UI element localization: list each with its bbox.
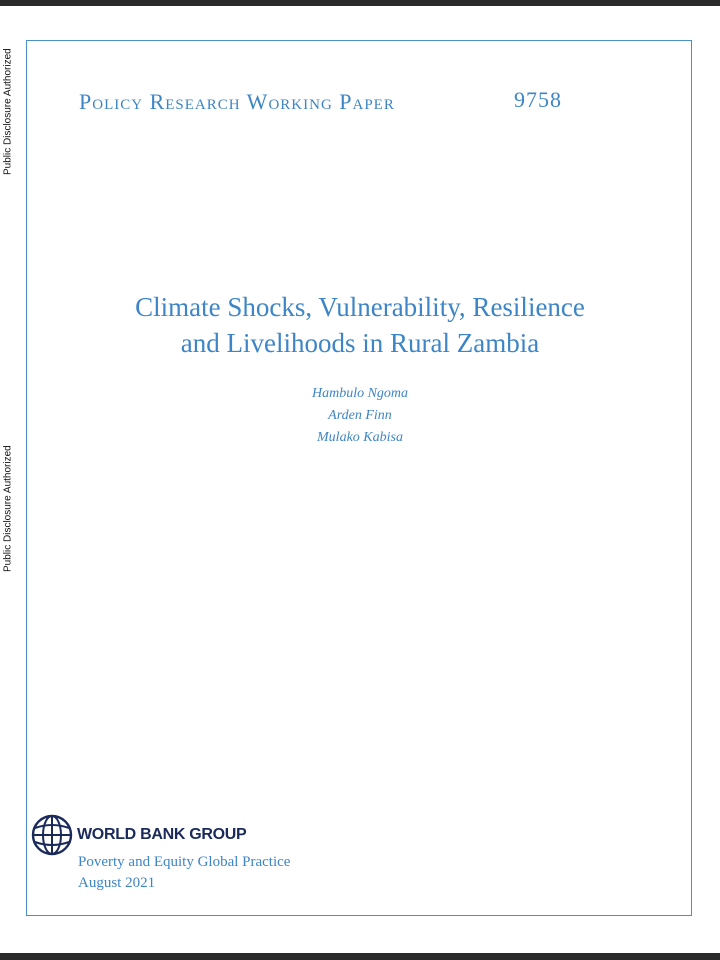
viewer-bottom-bar bbox=[0, 953, 720, 960]
world-bank-logo bbox=[31, 813, 246, 857]
document-page bbox=[0, 6, 720, 953]
author-name: Arden Finn bbox=[328, 408, 392, 423]
globe-icon bbox=[31, 814, 73, 856]
logo-wordmark: WORLD BANK GROUP bbox=[77, 826, 247, 843]
author-name: Hambulo Ngoma bbox=[311, 386, 409, 401]
paper-number: 9758 bbox=[514, 87, 562, 112]
disclosure-label-top: Public Disclosure Authorized bbox=[2, 48, 14, 176]
author-name: Mulako Kabisa bbox=[317, 430, 403, 445]
disclosure-label-middle: Public Disclosure Authorized bbox=[2, 445, 14, 573]
title-line-2: and Livelihoods in Rural Zambia bbox=[180, 328, 540, 358]
practice-name: Poverty and Equity Global Practice bbox=[78, 854, 291, 870]
paper-title bbox=[27, 289, 693, 361]
title-line-1: Climate Shocks, Vulnerability, Resilience bbox=[135, 292, 585, 322]
practice-info bbox=[78, 852, 290, 894]
cover-frame bbox=[26, 40, 692, 916]
series-name: Policy Research Working Paper bbox=[79, 89, 395, 114]
author-list bbox=[27, 383, 693, 449]
publication-date: August 2021 bbox=[78, 875, 156, 891]
